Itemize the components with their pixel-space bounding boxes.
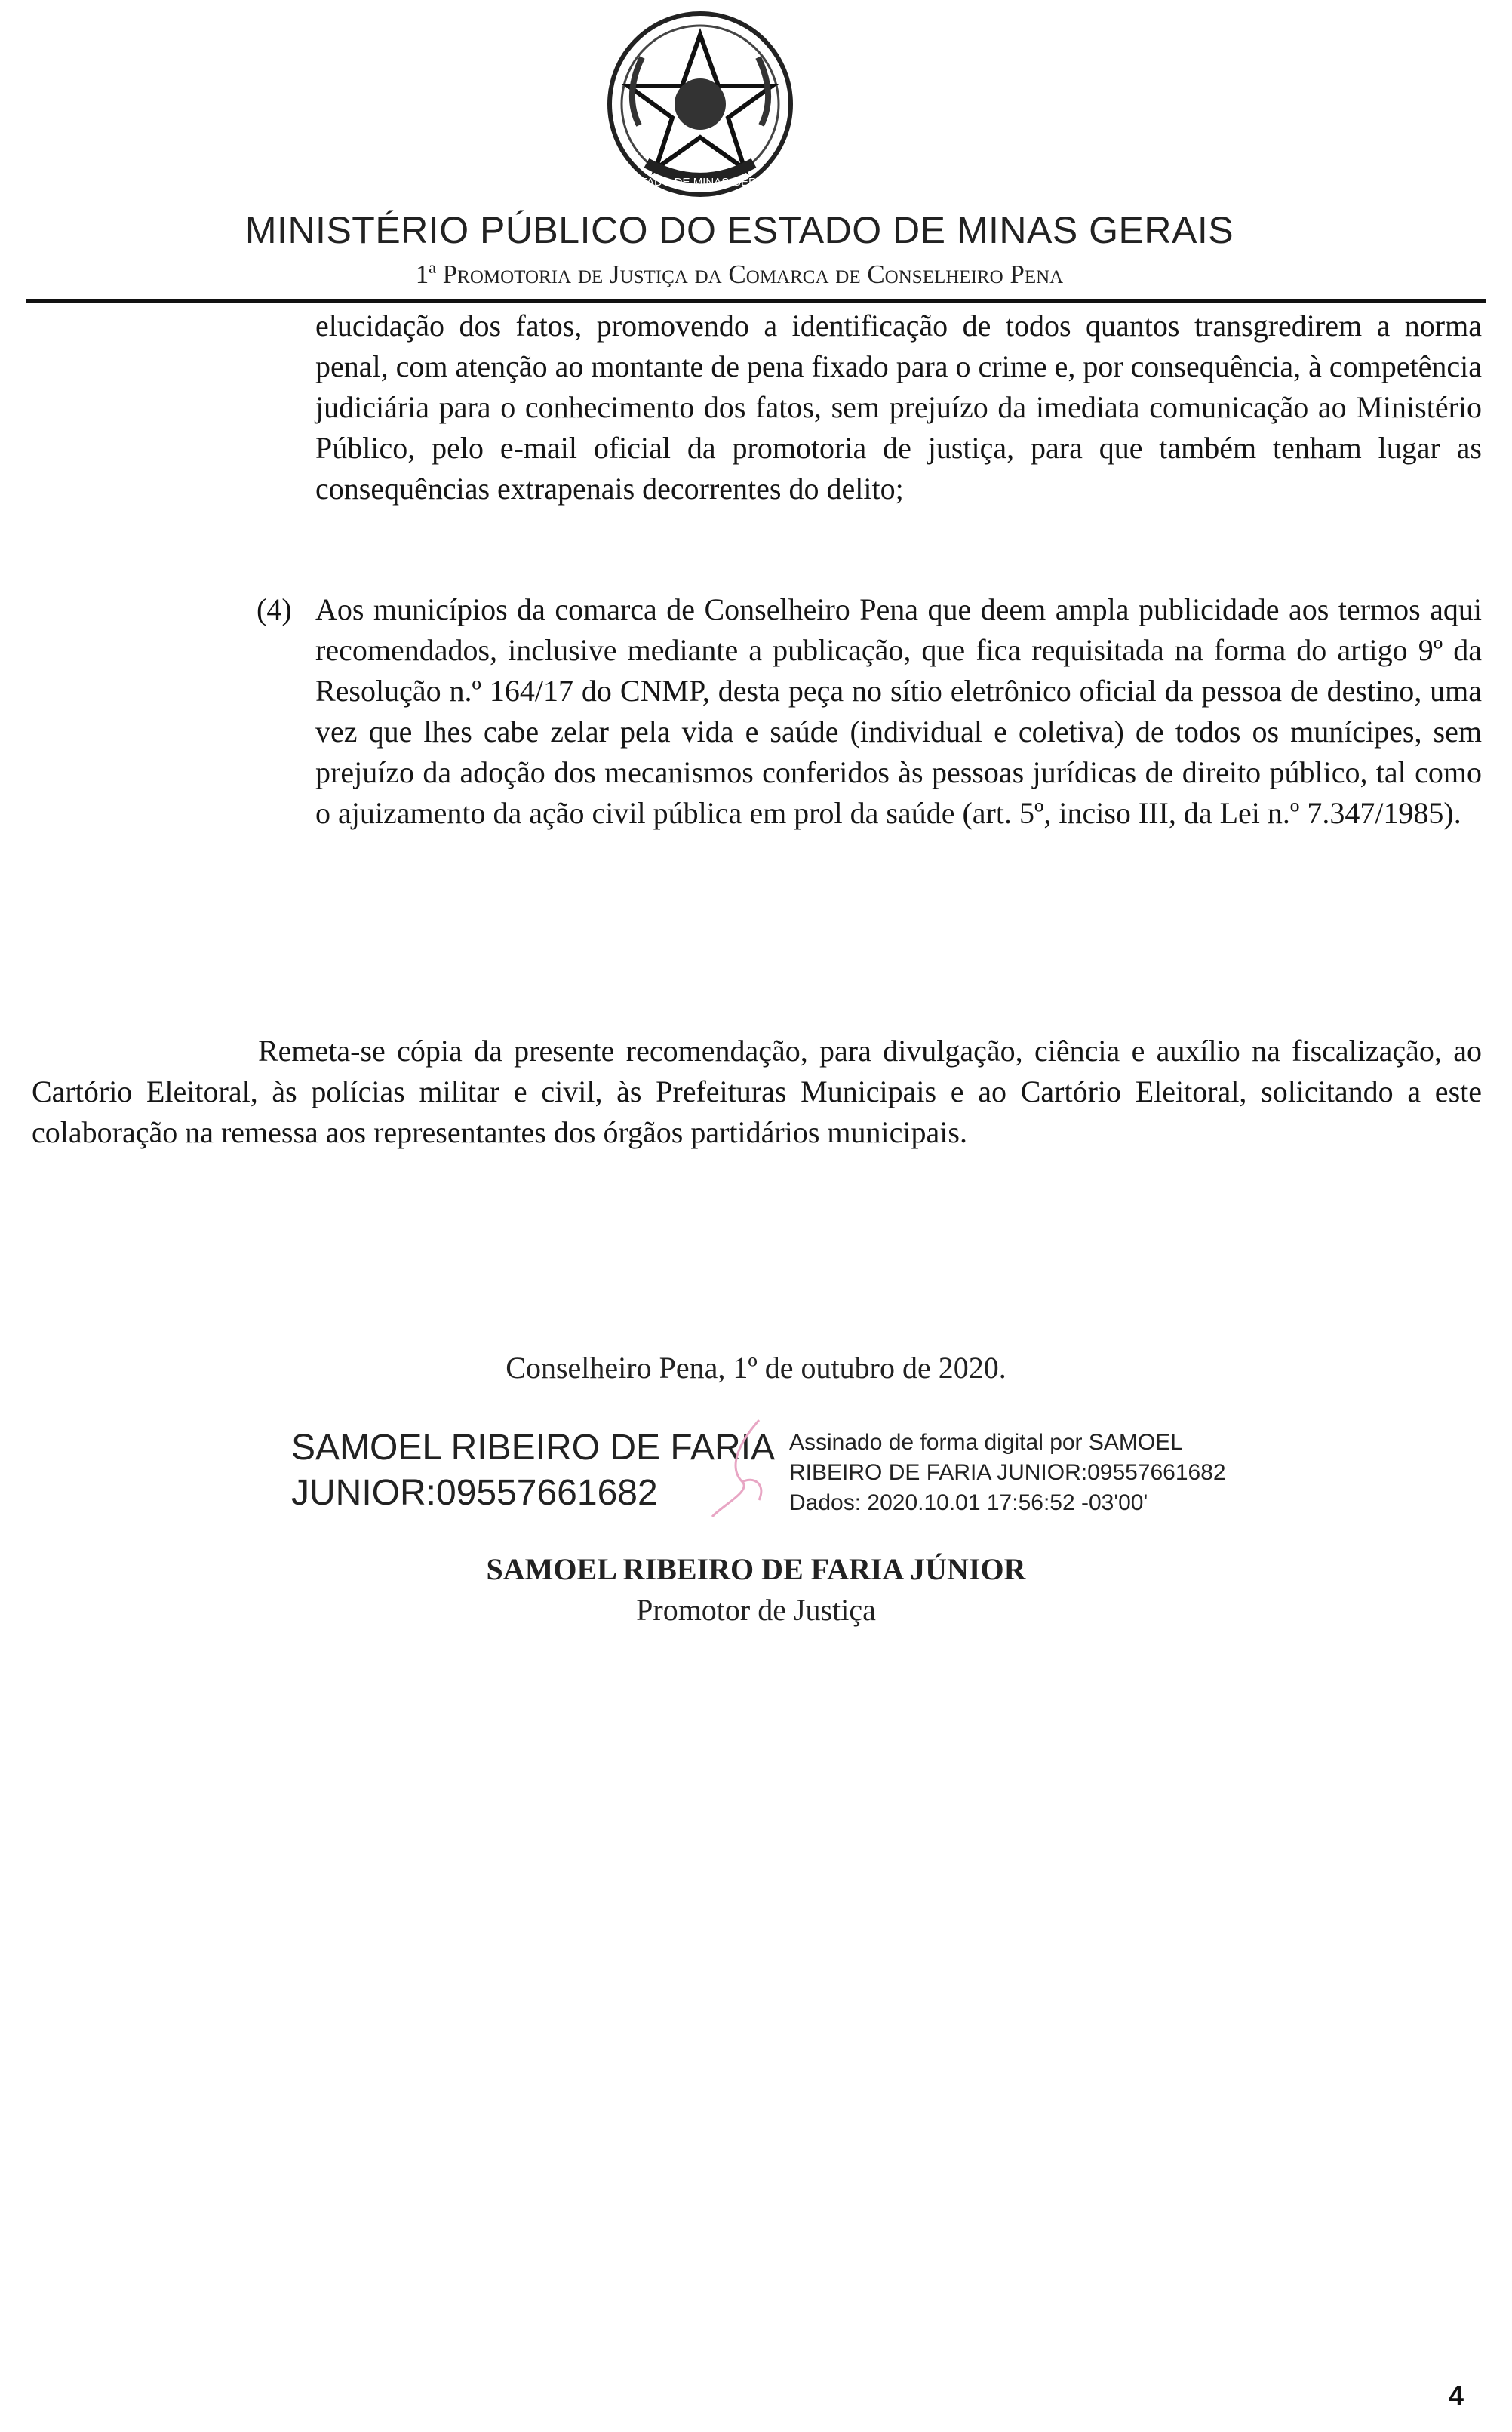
- place-date: Conselheiro Pena, 1º de outubro de 2020.: [506, 1351, 1006, 1385]
- digital-signature-cpf: JUNIOR:09557661682: [291, 1473, 658, 1513]
- digital-signature-stamp: [789, 1428, 1226, 1518]
- item-4-number: (4): [257, 592, 292, 626]
- header-divider: [26, 299, 1486, 303]
- continuation-paragraph: elucidação dos fatos, promovendo a identificação de todos quantos transgredirem a norma penal, com atenção ao montante de pena fixado para o crime e, por consequência, à competência judiciária para o conhecimento dos fatos, sem prejuízo da imediata comunicação ao Ministério Público, pelo e-mail oficial da promotoria de justiça, para que também tenham lugar as consequências extrapenais decorrentes do delito;: [315, 309, 1482, 506]
- coat-of-arms-seal-icon: [594, 5, 807, 207]
- signer-name: SAMOEL RIBEIRO DE FARIA JÚNIOR: [486, 1552, 1026, 1586]
- page-number: 4: [1449, 2380, 1464, 2411]
- stamp-line-2: RIBEIRO DE FARIA JUNIOR:09557661682: [789, 1460, 1226, 1485]
- signature-flourish-icon: [706, 1416, 782, 1521]
- digital-signature-name: SAMOEL RIBEIRO DE FARIA: [291, 1428, 776, 1468]
- svg-text:ESTADO DE MINAS GERAIS: ESTADO DE MINAS GERAIS: [625, 176, 776, 189]
- organization-title: MINISTÉRIO PÚBLICO DO ESTADO DE MINAS GERAIS: [244, 209, 1234, 251]
- signer-role: Promotor de Justiça: [636, 1593, 876, 1627]
- unit-subtitle: 1ª Promotoria de Justiça da Comarca de Conselheiro Pena: [415, 260, 1064, 289]
- remittance-paragraph: Remeta-se cópia da presente recomendação, para divulgação, ciência e auxílio na fiscalização, ao Cartório Eleitoral, às polícias militar e civil, às Prefeituras Municipais e ao Cartório Eleitoral, solicitando a este colaboração na remessa aos representantes dos órgãos partidários municipais.: [32, 1034, 1482, 1149]
- item-4-paragraph: Aos municípios da comarca de Conselheiro Pena que deem ampla publicidade aos termos aqui recomendados, inclusive mediante a publicação, que fica requisitada na forma do artigo 9º da Resolução n.º 164/17 do CNMP, desta peça no sítio eletrônico oficial da pessoa de destino, uma vez que lhes cabe zelar pela vida e saúde (individual e coletiva) de todos os munícipes, sem prejuízo da adoção dos mecanismos conferidos às pessoas jurídicas de direito público, tal como o ajuizamento da ação civil pública em prol da saúde (art. 5º, inciso III, da Lei n.º 7.347/1985).: [315, 592, 1482, 830]
- stamp-line-1: Assinado de forma digital por SAMOEL: [789, 1430, 1183, 1455]
- stamp-line-3: Dados: 2020.10.01 17:56:52 -03'00': [789, 1490, 1148, 1515]
